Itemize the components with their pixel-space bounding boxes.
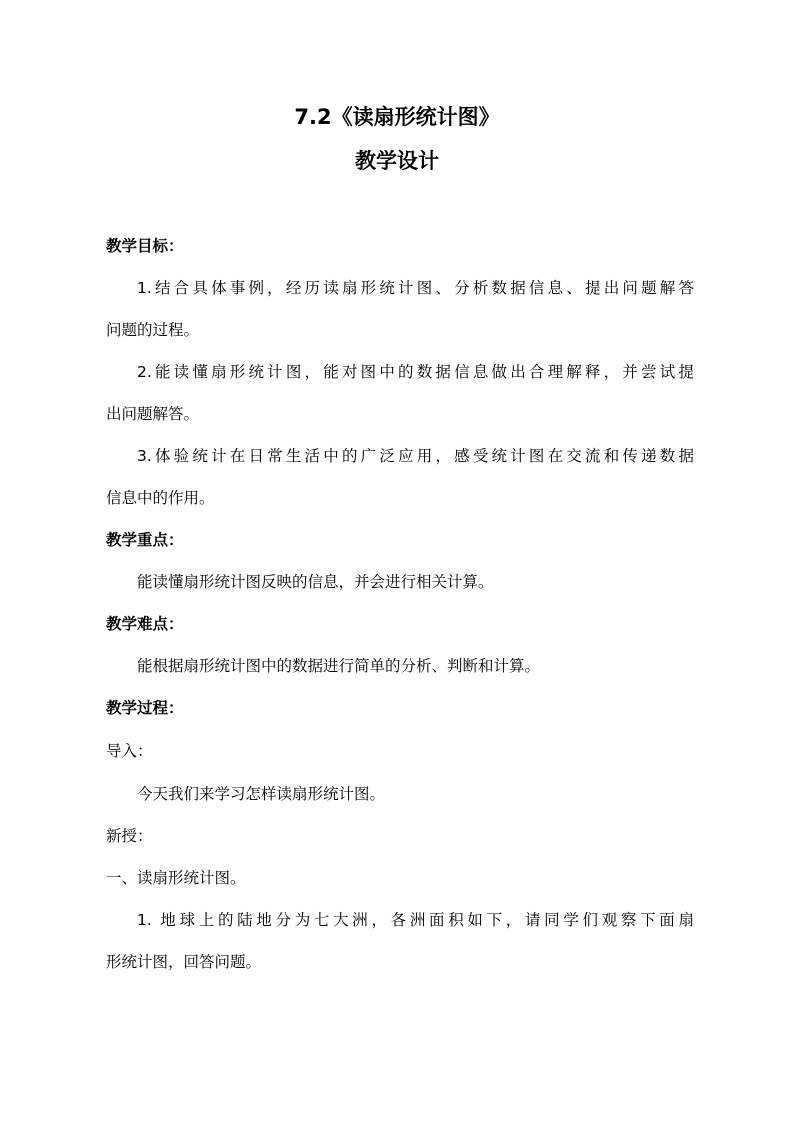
part-one-heading: 一、读扇形统计图。	[106, 869, 246, 887]
objective-1-line-1: 1.结合具体事例，经历读扇形统计图、分析数据信息、提出问题解答	[137, 279, 694, 297]
process-heading: 教学过程：	[106, 699, 184, 717]
objectives-heading: 教学目标：	[106, 237, 184, 255]
item-1-line-2: 形统计图，回答问题。	[106, 953, 262, 971]
objective-2-line-1: 2.能读懂扇形统计图，能对图中的数据信息做出合理解释，并尝试提	[137, 363, 694, 381]
intro-text: 今天我们来学习怎样读扇形统计图。	[137, 785, 386, 803]
document-title: 7.2《读扇形统计图》	[294, 105, 500, 129]
document-subtitle: 教学设计	[355, 149, 439, 173]
objective-1-line-2: 问题的过程。	[106, 321, 200, 339]
intro-label: 导入：	[106, 742, 153, 760]
objective-3-line-1: 3.体验统计在日常生活中的广泛应用，感受统计图在交流和传递数据	[137, 447, 694, 465]
key-points-heading: 教学重点：	[106, 531, 184, 549]
objective-2-line-2: 出问题解答。	[106, 405, 200, 423]
item-1-line-1: 1. 地球上的陆地分为七大洲，各洲面积如下，请同学们观察下面扇	[137, 911, 694, 929]
difficulties-heading: 教学难点：	[106, 615, 184, 633]
objective-3-line-2: 信息中的作用。	[106, 489, 215, 507]
difficulties-text: 能根据扇形统计图中的数据进行简单的分析、判断和计算。	[137, 657, 541, 675]
new-lesson-label: 新授：	[106, 827, 153, 845]
key-points-text: 能读懂扇形统计图反映的信息，并会进行相关计算。	[137, 573, 494, 591]
